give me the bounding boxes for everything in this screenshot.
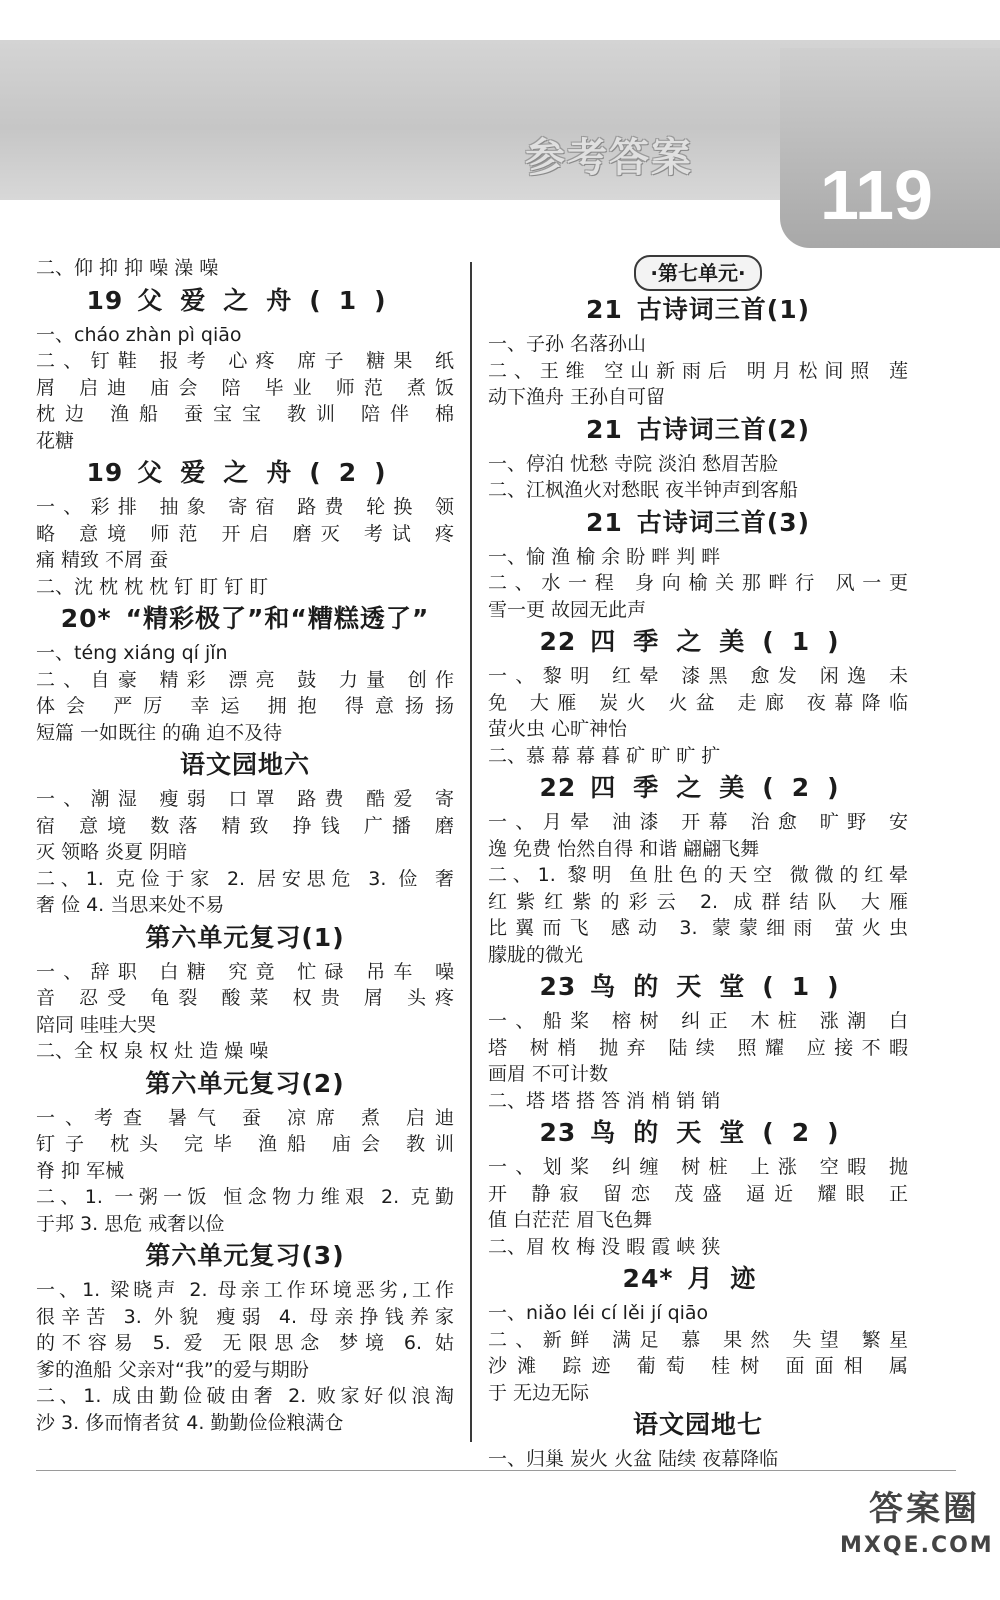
answer-block	[36, 284, 454, 455]
answer-line: 钉子 枕头 完毕 渔船 庙会 教训	[36, 1133, 454, 1155]
answer-line: 屑 启迪 庙会 陪 毕业 师范 煮饭	[36, 376, 454, 399]
section-title	[488, 625, 908, 659]
answer-line: 一、黎明 红晕 漆黑 愈发 闲逸 未	[488, 665, 908, 687]
lesson-title: “精彩极了”和“糟糕透了”	[125, 604, 430, 633]
answer-block	[488, 625, 908, 769]
right-column	[488, 255, 908, 1473]
lesson-title: 语文园地七	[632, 1410, 763, 1439]
page-number: 119	[820, 156, 933, 234]
answer-line: 二、塔 塔 搭 答 消 梢 销 销	[488, 1089, 721, 1112]
answer-line: 一、彩排 抽象 寄宿 路费 轮换 领	[36, 496, 454, 518]
bottom-rule	[36, 1470, 956, 1471]
lesson-number: 23	[539, 1118, 577, 1147]
answer-line: 动下渔舟 王孙自可留	[488, 386, 666, 408]
answer-line: 二、1. 成由勤俭破由奢 2. 败家好似浪淘	[36, 1385, 454, 1407]
answer-block	[488, 771, 908, 968]
answer-line: 开 静寂 留恋 茂盛 逼近 耀眼 正	[488, 1182, 908, 1205]
lesson-title: 父爱之舟(1)	[137, 285, 404, 315]
answer-line: 沙滩 踪迹 葡萄 桂树 面面相 属	[488, 1355, 908, 1377]
page-header-title: 参考答案	[525, 135, 693, 181]
answer-line: 花糖	[36, 429, 75, 452]
answer-block	[488, 1116, 908, 1260]
answer-block	[488, 1408, 908, 1473]
answer-line: 一、niǎo léi cí lěi jí qiāo	[488, 1302, 709, 1324]
answer-line: 二、慕 幕 幕 暮 矿 旷 旷 扩	[488, 744, 721, 767]
answer-line: 二、仰 抑 抑 噪 澡 噪	[36, 257, 219, 279]
answer-block	[36, 456, 454, 600]
answer-line: 逸 免费 怡然自得 和谐 翩翩飞舞	[488, 837, 760, 860]
answer-line: 雪一更 故园无此声	[488, 598, 647, 621]
section-title	[488, 1262, 908, 1296]
answer-line: 一、cháo zhàn pì qiāo	[36, 323, 242, 346]
answer-block	[36, 602, 454, 746]
answer-line: 塔 树梢 抛弃 陆续 照耀 应接不暇	[488, 1036, 908, 1059]
answer-line: 二、眉 枚 梅 没 暇 霞 峡 狭	[488, 1235, 721, 1258]
answer-line: 值 白茫茫 眉飞色舞	[488, 1209, 653, 1231]
section-title	[488, 771, 908, 805]
answer-line: 一、téng xiáng qí jǐn	[36, 642, 228, 664]
answer-line: 很辛苦 3. 外貌 瘦弱 4. 母亲挣钱养家	[36, 1305, 454, 1328]
answer-line: 二、1. 一粥一饭 恒念物力维艰 2. 克勤	[36, 1186, 454, 1208]
section-title	[36, 1239, 454, 1273]
answer-line: 一、月晕 油漆 开幕 治愈 旷野 安	[488, 811, 908, 833]
section-title	[36, 921, 454, 955]
answer-line: 比翼而飞 感动 3. 蒙蒙细雨 萤火虫	[488, 917, 908, 939]
lesson-number: 23	[539, 972, 577, 1001]
answer-block	[36, 748, 454, 919]
lesson-title: 父爱之舟(2)	[137, 458, 404, 487]
lesson-title: 古诗词三首(2)	[636, 414, 811, 444]
lesson-number: 21	[585, 414, 623, 444]
lesson-title: 第六单元复习(3)	[145, 1241, 345, 1270]
answer-line: 二、钉鞋 报考 心疼 席子 糖果 纸	[36, 350, 454, 372]
answer-line: 灭 领略 炎夏 阴暗	[36, 841, 188, 863]
answer-line: 萤火虫 心旷神怡	[488, 718, 628, 740]
lesson-title: 四季之美(1)	[590, 627, 857, 656]
section-title	[488, 506, 908, 540]
answer-block	[36, 255, 454, 282]
answer-line: 奢 俭 4. 当思来处不易	[36, 894, 225, 916]
answer-line: 脊 抑 军械	[36, 1159, 125, 1182]
answer-block	[488, 413, 908, 504]
answer-line: 二、全 权 泉 权 灶 造 燥 噪	[36, 1040, 269, 1062]
lesson-title: 月迹	[687, 1264, 774, 1293]
answer-line: 红紫红紫的彩云 2. 成群结队 大雁	[488, 890, 908, 913]
answer-line: 于邦 3. 思危 戒奢以俭	[36, 1212, 225, 1235]
answer-block	[488, 506, 908, 624]
answer-line: 二、王维 空山新雨后 明月松间照 莲	[488, 359, 908, 382]
answer-line: 一、归巢 炭火 火盆 陆续 夜幕降临	[488, 1448, 779, 1470]
answer-line: 一、考查 暑气 蚕 凉席 煮 启迪	[36, 1106, 454, 1129]
answer-line: 二、自豪 精彩 漂亮 鼓 力量 创作	[36, 668, 454, 691]
answer-line: 枕边 渔船 蚕宝宝 教训 陪伴 棉	[36, 403, 454, 425]
watermark-logo-text: 答案圈	[869, 1489, 980, 1529]
answer-line: 痛 精致 不屑 蚕	[36, 549, 169, 571]
answer-line: 二、新鲜 满足 慕 果然 失望 繁星	[488, 1328, 908, 1351]
lesson-title: 语文园地六	[179, 750, 310, 779]
answer-line: 短篇 一如既往 的确 迫不及待	[36, 721, 283, 744]
answer-line: 二、水一程 身向榆关那畔行 风一更	[488, 572, 908, 594]
lesson-title: 鸟的天堂(1)	[590, 972, 857, 1001]
answer-line: 音 忍受 龟裂 酸菜 权贵 屑 头疼	[36, 987, 454, 1009]
unit-badge-wrap	[488, 255, 908, 291]
answer-line: 二、江枫渔火对愁眠 夜半钟声到客船	[488, 479, 799, 501]
answer-line: 宿 意境 数落 精致 挣钱 广播 磨	[36, 814, 454, 837]
lesson-title: 第六单元复习(1)	[145, 922, 345, 952]
site-watermark	[840, 1486, 994, 1566]
watermark-url: MXQE.COM	[840, 1533, 994, 1558]
answer-line: 一、愉 渔 榆 余 盼 畔 判 畔	[488, 545, 721, 568]
lesson-number: 22	[539, 773, 577, 802]
answer-line: 略 意境 师范 开启 磨灭 考试 疼	[36, 522, 454, 545]
lesson-number: 19	[86, 458, 124, 487]
answer-line: 体会 严厉 幸运 拥抱 得意扬扬	[36, 695, 454, 717]
answer-line: 陪同 哇哇大哭	[36, 1013, 157, 1036]
section-title	[488, 970, 908, 1004]
answer-line: 画眉 不可计数	[488, 1063, 609, 1085]
lesson-title: 古诗词三首(1)	[636, 295, 811, 324]
answer-line: 二、1. 黎明 鱼肚色的天空 微微的红晕	[488, 864, 908, 886]
lesson-number: 21	[585, 295, 623, 324]
column-divider	[470, 262, 472, 1442]
answer-line: 一、潮湿 瘦弱 口罩 路费 酷爱 寄	[36, 788, 454, 810]
answer-block	[36, 1239, 454, 1436]
section-title	[36, 748, 454, 782]
section-title	[36, 284, 454, 318]
answer-line: 免 大雁 炭火 火盆 走廊 夜幕降临	[488, 691, 908, 714]
lesson-title: 鸟的天堂(2)	[590, 1118, 857, 1147]
answer-line: 于 无边无际	[488, 1381, 590, 1404]
answer-line: 一、1. 梁晓声 2. 母亲工作环境恶劣,工作	[36, 1279, 454, 1301]
lesson-number: 22	[539, 627, 577, 656]
answer-line: 二、沈 枕 枕 枕 钉 盯 钉 盯	[36, 575, 269, 598]
answer-line: 一、停泊 忧愁 寺院 淡泊 愁眉苦脸	[488, 452, 779, 475]
lesson-number: 24*	[622, 1264, 674, 1293]
answer-line: 沙 3. 侈而惰者贫 4. 勤勤俭俭粮满仓	[36, 1411, 344, 1434]
section-title	[36, 456, 454, 490]
lesson-number: 20*	[60, 604, 112, 633]
answer-line: 朦胧的微光	[488, 943, 584, 966]
answer-line: 二、1. 克俭于家 2. 居安思危 3. 俭 奢	[36, 867, 454, 890]
answer-block	[36, 921, 454, 1065]
answer-line: 的不容易 5. 爱 无限思念 梦境 6. 姑	[36, 1332, 454, 1354]
answer-block	[488, 1262, 908, 1406]
lesson-title: 第六单元复习(2)	[145, 1068, 345, 1098]
section-title	[488, 1408, 908, 1442]
lesson-title: 古诗词三首(3)	[636, 507, 811, 537]
lesson-title: 四季之美(2)	[590, 773, 857, 802]
answer-block	[36, 1067, 454, 1238]
answer-line: 一、划桨 纠缠 树桩 上涨 空暇 抛	[488, 1156, 908, 1178]
lesson-number: 19	[86, 285, 124, 315]
answer-line: 一、辞职 白糖 究竟 忙碌 吊车 噪	[36, 960, 454, 983]
answer-block	[488, 293, 908, 411]
answer-block	[488, 970, 908, 1114]
section-title	[36, 602, 454, 636]
answer-line: 一、船桨 榕树 纠正 木桩 涨潮 白	[488, 1010, 908, 1032]
section-title	[36, 1067, 454, 1101]
lesson-number: 21	[585, 507, 623, 537]
left-column	[36, 255, 454, 1436]
section-title	[488, 293, 908, 327]
answer-line: 爹的渔船 父亲对“我”的爱与期盼	[36, 1358, 309, 1381]
answer-line: 一、子孙 名落孙山	[488, 333, 647, 355]
section-title	[488, 413, 908, 447]
unit-badge: ·第七单元·	[634, 255, 761, 291]
section-title	[488, 1116, 908, 1150]
